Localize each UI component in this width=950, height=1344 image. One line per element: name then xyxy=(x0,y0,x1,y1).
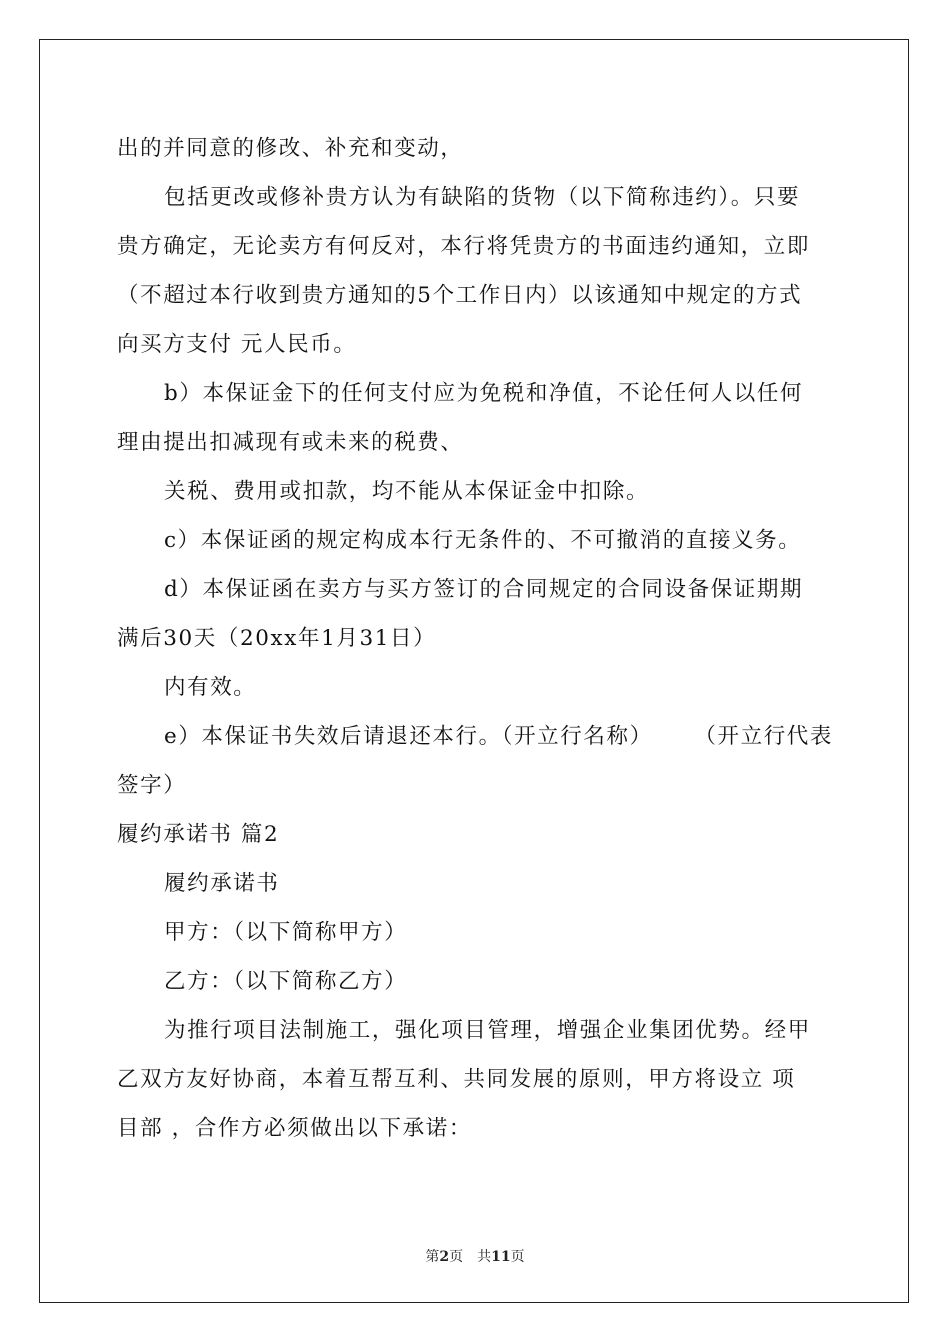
text-line: （不超过本行收到贵方通知的5个工作日内）以该通知中规定的方式 xyxy=(117,283,803,308)
text-segment: e）本保证书失效后请退还本行。（开立行名称） xyxy=(164,724,653,749)
text-line: 满后30天（20xx年1月31日） xyxy=(117,626,437,651)
party-b: 乙方：（以下简称乙方） xyxy=(164,969,408,994)
text-line: 关税、费用或扣款，均不能从本保证金中扣除。 xyxy=(164,479,650,504)
page-footer xyxy=(0,1246,950,1266)
paragraph-e xyxy=(117,712,833,810)
paragraph-b xyxy=(117,369,833,467)
footer-text: 页 共 xyxy=(449,1249,492,1265)
text-line: 贵方确定，无论卖方有何反对，本行将凭贵方的书面违约通知，立即 xyxy=(117,234,811,259)
current-page-number: 2 xyxy=(439,1249,450,1265)
text-line: 包括更改或修补贵方认为有缺陷的货物（以下简称违约）。只要 xyxy=(164,185,801,210)
text-line: 乙双方友好协商，本着互帮互利、共同发展的原则，甲方将设立 项 xyxy=(117,1067,796,1092)
document-body xyxy=(117,124,833,1153)
text-line: b）本保证金下的任何支付应为免税和净值，不论任何人以任何 xyxy=(164,381,804,406)
text-line xyxy=(117,712,833,761)
text-line: 签字） xyxy=(117,773,187,798)
text-line: 出的并同意的修改、补充和变动， xyxy=(117,136,464,161)
text-segment: （开立行代表 xyxy=(694,724,833,749)
text-line: 目部 ，合作方必须做出以下承诺： xyxy=(117,1116,472,1141)
text-line: 理由提出扣减现有或未来的税费、 xyxy=(117,430,464,455)
party-a: 甲方：（以下简称甲方） xyxy=(164,920,408,945)
total-page-number: 11 xyxy=(491,1249,511,1265)
paragraph-d xyxy=(117,565,833,663)
document-title: 履约承诺书 xyxy=(164,871,280,896)
paragraph-violation xyxy=(117,173,833,369)
text-line: 为推行项目法制施工，强化项目管理，增强企业集团优势。经甲 xyxy=(164,1018,811,1043)
text-line: 向买方支付 元人民币。 xyxy=(117,332,357,357)
footer-text: 页 xyxy=(510,1249,525,1265)
footer-text: 第 xyxy=(425,1249,440,1265)
section-heading: 履约承诺书 篇2 xyxy=(117,822,280,847)
text-line: 内有效。 xyxy=(164,675,257,700)
paragraph-intro xyxy=(117,1006,833,1153)
paragraph-c: c）本保证函的规定构成本行无条件的、不可撤消的直接义务。 xyxy=(164,528,802,553)
text-line: d）本保证函在卖方与买方签订的合同规定的合同设备保证期期 xyxy=(164,577,804,602)
